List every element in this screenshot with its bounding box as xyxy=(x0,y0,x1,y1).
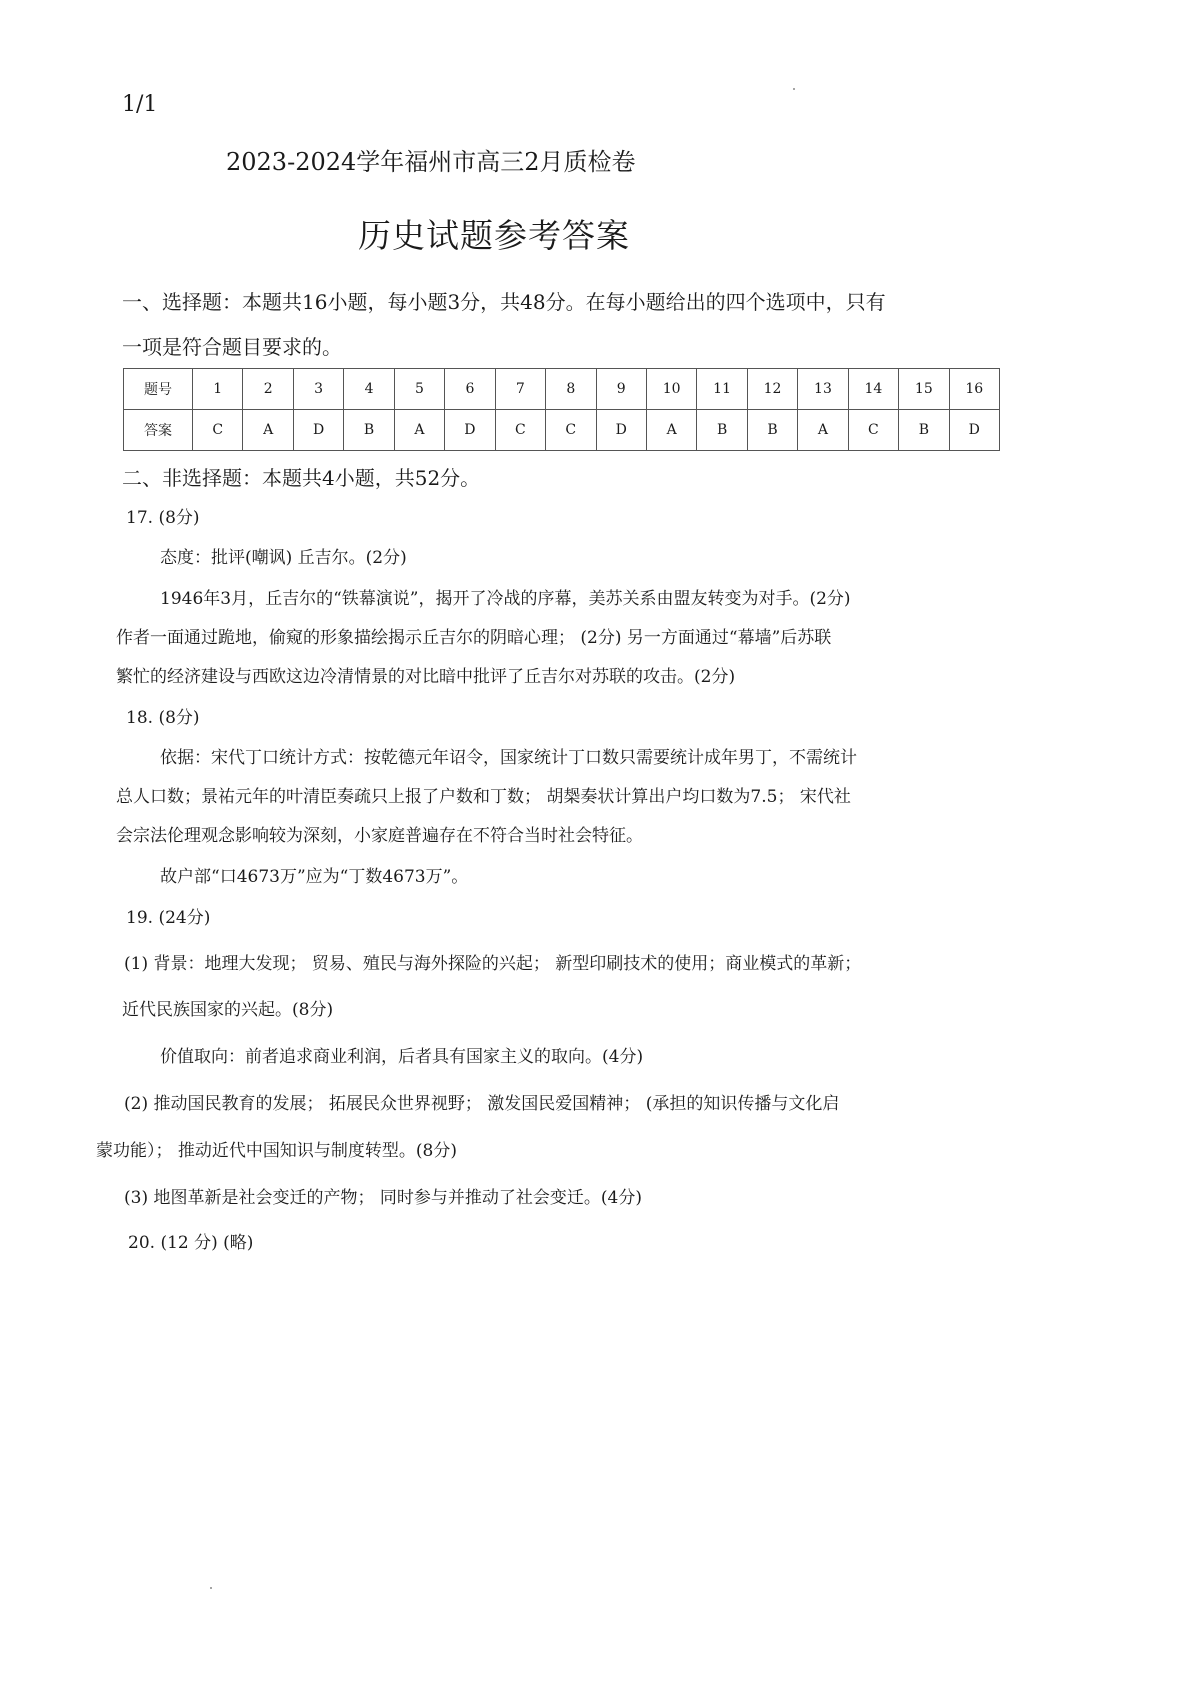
question-number: 13 xyxy=(798,369,848,410)
q17-line1: 态度：批评(嘲讽) 丘吉尔。(2分) xyxy=(160,548,407,568)
q19-heading: 19. (24分) xyxy=(126,908,211,928)
answer-cell: B xyxy=(697,410,747,451)
q18-line3: 会宗法伦理观念影响较为深刻，小家庭普遍存在不符合当时社会特征。 xyxy=(116,826,643,846)
answer-cell: B xyxy=(344,410,394,451)
answer-cell: B xyxy=(899,410,949,451)
exam-title: 2023-2024学年福州市高三2月质检卷 xyxy=(226,148,636,176)
scan-speck xyxy=(793,88,795,90)
answer-cell: D xyxy=(596,410,646,451)
answer-cell: C xyxy=(546,410,596,451)
section1-line2: 一项是符合题目要求的。 xyxy=(122,335,342,359)
answer-cell: D xyxy=(445,410,495,451)
q17-heading: 17. (8分) xyxy=(126,508,200,528)
q18-line1: 依据：宋代丁口统计方式：按乾德元年诏令，国家统计丁口数只需要统计成年男丁，不需统计 xyxy=(160,748,857,768)
answer-cell: D xyxy=(949,410,999,451)
question-number: 12 xyxy=(747,369,797,410)
answer-cell: A xyxy=(798,410,848,451)
q18-line4: 故户部“口4673万”应为“丁数4673万”。 xyxy=(160,867,469,887)
q19-part1-line3: 价值取向：前者追求商业利润，后者具有国家主义的取向。(4分) xyxy=(160,1047,644,1067)
number-row-label: 题号 xyxy=(124,369,193,410)
answer-row-label: 答案 xyxy=(124,410,193,451)
answer-cell: A xyxy=(646,410,696,451)
section1-line1: 一、选择题：本题共16小题，每小题3分，共48分。在每小题给出的四个选项中，只有 xyxy=(122,290,886,314)
question-number: 9 xyxy=(596,369,646,410)
q18-line2: 总人口数；景祐元年的叶清臣奏疏只上报了户数和丁数； 胡椝奏状计算出户均口数为7.5； 宋代社 xyxy=(116,787,851,807)
answer-cell: A xyxy=(243,410,293,451)
q18-heading: 18. (8分) xyxy=(126,708,200,728)
page-number: 1/1 xyxy=(122,92,158,117)
document-title: 历史试题参考答案 xyxy=(358,216,630,255)
q17-line4: 繁忙的经济建设与西欧这边冷清情景的对比暗中批评了丘吉尔对苏联的攻击。(2分) xyxy=(116,667,736,687)
q19-part1-line1: (1) 背景：地理大发现； 贸易、殖民与海外探险的兴起； 新型印刷技术的使用；商业模式的革新； xyxy=(124,954,862,974)
q20-heading: 20. (12 分) (略) xyxy=(128,1233,254,1253)
scan-speck xyxy=(210,1587,212,1589)
answer-cell: C xyxy=(848,410,898,451)
q19-part3-line1: (3) 地图革新是社会变迁的产物； 同时参与并推动了社会变迁。(4分) xyxy=(124,1188,642,1208)
section2-title: 二、非选择题：本题共4小题，共52分。 xyxy=(122,466,481,490)
answer-cell: C xyxy=(495,410,545,451)
question-number: 15 xyxy=(899,369,949,410)
answer-table-answer-row xyxy=(124,410,1000,451)
question-number: 4 xyxy=(344,369,394,410)
answer-cell: D xyxy=(293,410,343,451)
question-number: 3 xyxy=(293,369,343,410)
q17-line2: 1946年3月，丘吉尔的“铁幕演说”，揭开了冷战的序幕，美苏关系由盟友转变为对手。(2分) xyxy=(160,589,851,609)
question-number: 14 xyxy=(848,369,898,410)
question-number: 1 xyxy=(193,369,243,410)
answer-cell: C xyxy=(193,410,243,451)
answer-table xyxy=(123,368,1000,451)
answer-cell: B xyxy=(747,410,797,451)
question-number: 16 xyxy=(949,369,999,410)
q19-part2-line2: 蒙功能）； 推动近代中国知识与制度转型。(8分) xyxy=(96,1141,457,1161)
q19-part1-line2: 近代民族国家的兴起。(8分) xyxy=(122,1000,334,1020)
answer-table-number-row xyxy=(124,369,1000,410)
question-number: 6 xyxy=(445,369,495,410)
question-number: 2 xyxy=(243,369,293,410)
q19-part2-line1: (2) 推动国民教育的发展； 拓展民众世界视野； 激发国民爱国精神； (承担的知识传播与文化启 xyxy=(124,1094,840,1114)
answer-cell: A xyxy=(394,410,444,451)
question-number: 10 xyxy=(646,369,696,410)
question-number: 8 xyxy=(546,369,596,410)
question-number: 5 xyxy=(394,369,444,410)
q17-line3: 作者一面通过跪地，偷窥的形象描绘揭示丘吉尔的阴暗心理； (2分) 另一方面通过“幕墙”后苏联 xyxy=(116,628,832,648)
question-number: 11 xyxy=(697,369,747,410)
question-number: 7 xyxy=(495,369,545,410)
